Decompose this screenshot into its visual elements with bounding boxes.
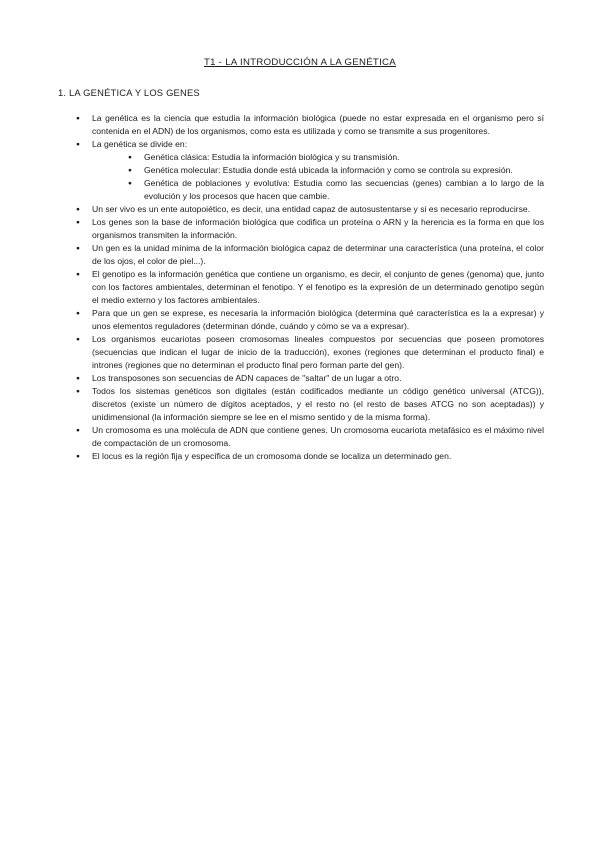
list-item: ● Los transposones son secuencias de ADN capaces de "saltar" de un lugar a otro.	[76, 372, 544, 385]
list-item: ● Todos los sistemas genéticos son digitales (están codificados mediante un código genético universal (ATCG)), discretos (existe un número de dígitos aceptados, y el resto no (el resto de bases ATCG no son aceptadas)) y unidimensional (la información siempre se lee en el mismo sentido y de la misma forma).	[76, 385, 544, 424]
list-item-text: La genética se divide en:	[92, 139, 188, 149]
sub-list-item: ● Genética clásica: Estudia la información biológica y su transmisión.	[128, 151, 544, 164]
bullet-group	[76, 203, 544, 216]
sub-list-item: ● Genética de poblaciones y evolutiva: Estudia como las secuencias (genes) cambian a lo largo de la evolución y los procesos que hacen que cambie.	[128, 177, 544, 203]
section-heading: 1. LA GENÉTICA Y LOS GENES	[58, 87, 200, 98]
bullet-group	[76, 112, 544, 203]
list-item: ● Los genes son la base de información biológica que codifica un proteína o ARN y la herencia es la forma en que los organismos transmiten la información.	[76, 216, 544, 242]
sub-bullet-list	[92, 151, 544, 203]
bullet-group	[76, 333, 544, 385]
list-item: ● Para que un gen se exprese, es necesaria la información biológica (determina qué característica es la a expresar) y unos elementos reguladores (determinan dónde, cuándo y cómo se va a expresar).	[76, 307, 544, 333]
bullet-group	[76, 424, 544, 463]
document-title: T1 - LA INTRODUCCIÓN A LA GENÉTICA	[204, 57, 396, 68]
bullet-group	[76, 385, 544, 424]
list-item	[76, 138, 544, 203]
list-item: ● Un ser vivo es un ente autopoiético, es decir, una entidad capaz de autosustentarse y si es necesario reproducirse.	[76, 203, 544, 216]
bullet-content	[76, 112, 544, 463]
sub-list-item: ● Genética molecular: Estudia donde está ubicada la información y como se controla su expresión.	[128, 164, 544, 177]
list-item: ● La genética es la ciencia que estudia la información biológica (puede no estar expresada en el organismo pero sí contenida en el ADN) de los organismos, como esta es utilizada y como se transmite a sus progenitores.	[76, 112, 544, 138]
list-item: ● El genotipo es la información genética que contiene un organismo, es decir, el conjunto de genes (genoma) que, junto con los factores ambientales, determinan el fenotipo. Y el fenotipo es la expresión de un determinado genotipo según el medio externo y los factores ambientales.	[76, 268, 544, 307]
bullet-group	[76, 268, 544, 307]
list-item: ● El locus es la región fija y específica de un cromosoma donde se localiza un determinado gen.	[76, 450, 544, 463]
bullet-group	[76, 307, 544, 333]
bullet-group	[76, 216, 544, 268]
list-item: ● Los organismos eucariotas poseen cromosomas lineales compuestos por secuencias que poseen promotores (secuencias que indican el lugar de inicio de la traducción), exones (regiones que determinan el producto final) e intrones (regiones que no determinan el producto final pero forman parte del gen).	[76, 333, 544, 372]
list-item: ● Un cromosoma es una molécula de ADN que contiene genes. Un cromosoma eucariota metafásico es el máximo nivel de compactación de un cromosoma.	[76, 424, 544, 450]
list-item: ● Un gen es la unidad mínima de la información biológica capaz de determinar una característica (una proteína, el color de los ojos, el color de piel...).	[76, 242, 544, 268]
